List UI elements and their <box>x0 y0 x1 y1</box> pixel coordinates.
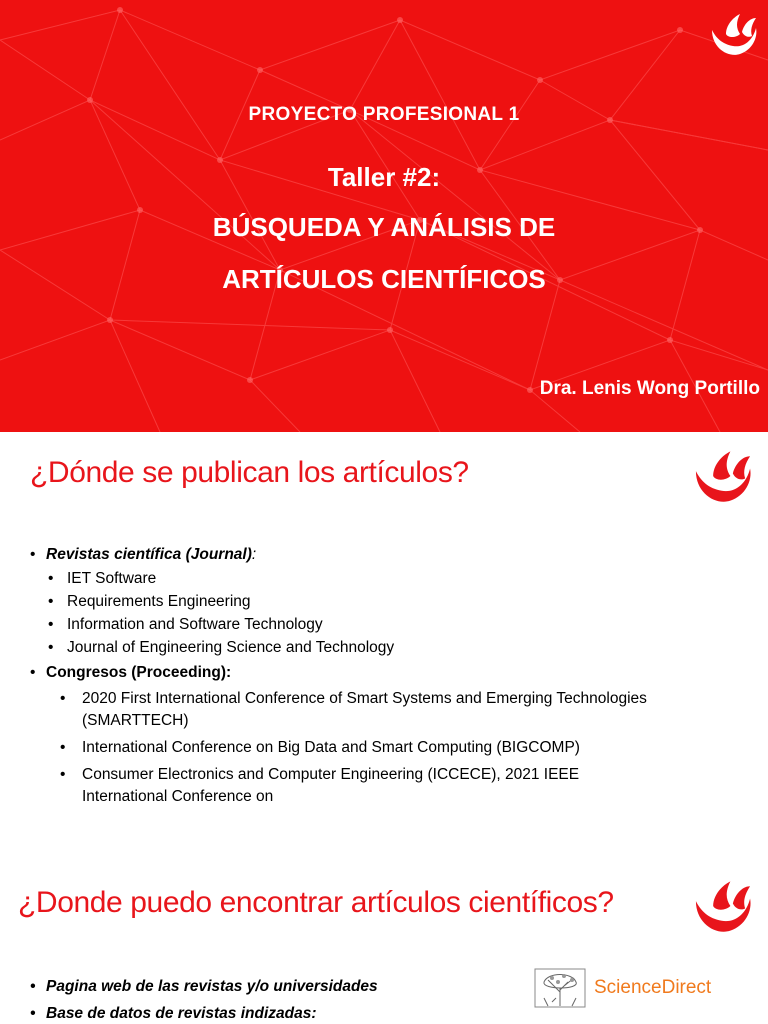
journals-item <box>28 544 654 659</box>
publication-venues-list <box>28 544 654 813</box>
congresses-item <box>28 662 654 808</box>
journals-colon: : <box>251 546 257 563</box>
elsevier-tree-icon <box>534 968 586 1008</box>
list-item: • 2020 First International Conference of Smart Systems and Emerging Technologies (SMARTTECH) <box>54 688 654 732</box>
title-slide <box>0 0 768 432</box>
congresses-list <box>54 688 654 808</box>
journals-label: Revistas científica (Journal) <box>46 546 252 563</box>
title-line-2: BÚSQUEDA Y ANÁLISIS DE <box>212 212 556 242</box>
where-to-find-slide <box>0 864 768 1024</box>
sciencedirect-logo <box>534 968 711 1008</box>
sources-list <box>28 976 378 1024</box>
list-item: • Base de datos de revistas indizadas: <box>28 1003 378 1024</box>
upc-logo-icon <box>688 444 758 508</box>
author-name: Dra. Lenis Wong Portillo <box>539 378 760 399</box>
course-name: PROYECTO PROFESIONAL 1 <box>248 104 520 125</box>
title-line-3: ARTÍCULOS CIENTÍFICOS <box>222 264 546 294</box>
upc-logo-icon <box>706 8 762 60</box>
list-item: • Journal of Engineering Science and Technology <box>46 636 654 659</box>
journals-list <box>46 567 654 659</box>
list-item: • IET Software <box>46 567 654 590</box>
list-item: • International Conference on Big Data and Smart Computing (BIGCOMP) <box>54 737 654 759</box>
slide-heading: ¿Dónde se publican los artículos? <box>30 456 469 489</box>
list-item: • Requirements Engineering <box>46 590 654 613</box>
workshop-title: Taller #2: <box>327 162 441 192</box>
list-item: • Pagina web de las revistas y/o universidades <box>28 976 378 998</box>
where-published-slide <box>0 432 768 864</box>
list-item: • Consumer Electronics and Computer Engineering (ICCECE), 2021 IEEE International Conference on <box>54 764 654 808</box>
list-item: • Information and Software Technology <box>46 613 654 636</box>
sciencedirect-label: ScienceDirect <box>594 977 712 998</box>
congresses-label: Congresos (Proceeding): <box>46 664 232 681</box>
slide-heading: ¿Donde puedo encontrar artículos científicos? <box>18 886 614 919</box>
upc-logo-icon <box>688 874 758 938</box>
